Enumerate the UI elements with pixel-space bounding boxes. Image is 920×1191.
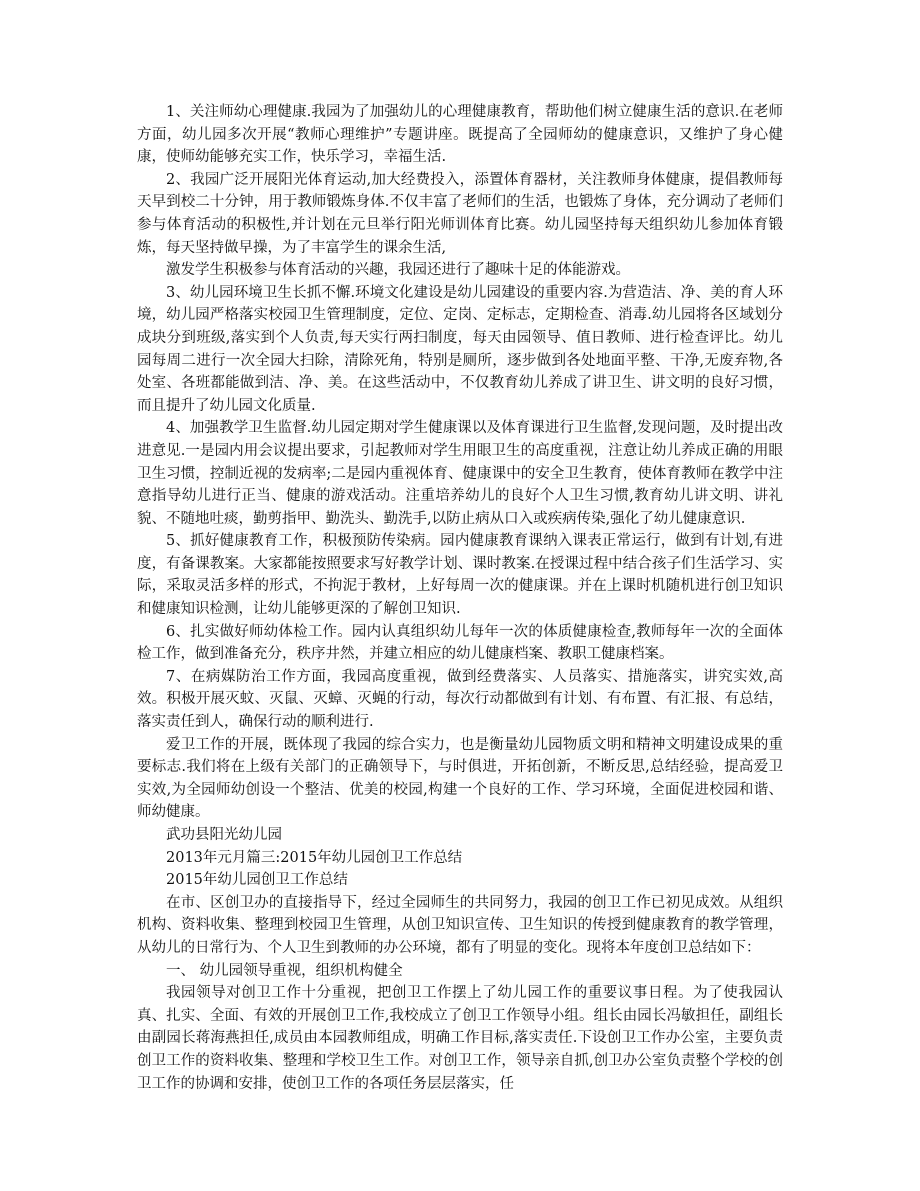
paragraph-7: 7、在病媒防治工作方面，我园高度重视，做到经费落实、人员落实、措施落实，讲究实效,高效。积极开展灭蚊、灭鼠、灭蟑、灭蝇的行动，每次行动都做到有计划、有布置、有汇报、有总结，落实责任到人，确保行动的顺利进行. <box>137 668 783 731</box>
paragraph-1: 1、关注师幼心理健康.我园为了加强幼儿的心理健康教育，帮助他们树立健康生活的意识.在老师方面，幼儿园多次开展“教师心理维护”专题讲座。既提高了全园师幼的健康意识，又维护了身心健康，使师幼能够充实工作，快乐学习，幸福生活. <box>137 104 783 166</box>
paragraph-6: 6、扎实做好师幼体检工作。园内认真组织幼儿每年一次的体质健康检查,教师每年一次的全面体检工作，做到准备充分，秩序井然，并建立相应的幼儿健康档案、教职工健康档案。 <box>137 623 783 663</box>
signature: 武功县阳光幼儿园 <box>166 827 282 843</box>
intro-paragraph: 在市、区创卫办的直接指导下，经过全园师生的共同努力，我园的创卫工作已初见成效。从组织机构、资料收集、整理到校园卫生管理，从创卫知识宣传、卫生知识的传授到健康教育的教学管理，从幼儿的日常行为、个人卫生到教师的办公环境，都有了明显的变化。现将本年度创卫总结如下： <box>137 894 783 956</box>
document-body <box>137 101 783 1095</box>
paragraph-2-continued: 激发学生积极参与体育活动的兴趣，我园还进行了趣味十足的体能游戏。 <box>166 262 630 279</box>
paragraph-conclusion: 爱卫工作的开展，既体现了我园的综合实力，也是衡量幼儿园物质文明和精神文明建设成果的重要标志.我们将在上级有关部门的正确领导下，与时俱进，开拓创新，不断反思,总结经验，提高爱卫实效,为全园师幼创设一个整洁、优美的校园,构建一个良好的工作、学习环境，全面促进校园和谐、师幼健康。 <box>137 736 783 821</box>
date-line: 2013年元月篇三:2015年幼儿园创卫工作总结 <box>166 849 463 866</box>
section-1-body: 我园领导对创卫工作十分重视，把创卫工作摆上了幼儿园工作的重要议事日程。为了使我园认真、扎实、全面、有效的开展创卫工作,我校成立了创卫工作领导小组。组长由园长冯敏担任，副组长由副园长蒋海燕担任,成员由本园教师组成，明确工作目标,落实责任.下设创卫工作办公室，主要负责创卫工作的资料收集、整理和学校卫生工作。对创卫工作，领导亲自抓,创卫办公室负责整个学校的创卫工作的协调和安排，使创卫工作的各项任务层层落实，任 <box>137 985 783 1092</box>
paragraph-3: 3、幼儿园环境卫生长抓不懈.环境文化建设是幼儿园建设的重要内容.为营造洁、净、美的育人环境，幼儿园严格落实校园卫生管理制度，定位、定岗、定标志，定期检查、消毒.幼儿园将各区域划分成块分到班级,落实到个人负责,每天实行两扫制度，每天由园领导、值日教师、进行检查评比。幼儿园每周二进行一次全园大扫除，清除死角，特别是厕所，逐步做到各处地面平整、干净,无废弃物,各处室、各班都能做到洁、净、美。在这些活动中，不仅教育幼儿养成了讲卫生、讲文明的良好习惯，而且提升了幼儿园文化质量. <box>137 284 783 414</box>
paragraph-5: 5、抓好健康教育工作，积极预防传染病。园内健康教育课纳入课表正常运行，做到有计划,有进度，有备课教案。大家都能按照要求写好教学计划、课时教案.在授课过程中结合孩子们生活学习、实际，采取灵活多样的形式，不拘泥于教材，上好每周一次的健康课。并在上课时机随机进行创卫知识和健康知识检测，让幼儿能够更深的了解创卫知识. <box>137 533 783 618</box>
paragraph-4: 4、加强教学卫生监督.幼儿园定期对学生健康课以及体育课进行卫生监督,发现问题，及时提出改进意见.一是园内用会议提出要求，引起教师对学生用眼卫生的高度重视，注意让幼儿养成正确的用眼卫生习惯，控制近视的发病率;二是园内重视体育、健康课中的安全卫生教育，使体育教师在教学中注意指导幼儿进行正当、健康的游戏活动。注重培养幼儿的良好个人卫生习惯,教育幼儿讲文明、讲礼貌、不随地吐痰，勤剪指甲、勤洗头、勤洗手,以防止病从口入或疾病传染,强化了幼儿健康意识. <box>137 420 783 527</box>
paragraph-2: 2、我园广泛开展阳光体育运动,加大经费投入，添置体育器材，关注教师身体健康，提倡教师每天早到校二十分钟，用于教师锻炼身体.不仅丰富了老师们的生活，也锻炼了身体，充分调动了老师们参与体育活动的积极性,并计划在元旦举行阳光师训体育比赛。幼儿园坚持每天组织幼儿参加体育锻炼，每天坚持做早操，为了丰富学生的课余生活, <box>137 171 783 256</box>
section-1-heading: 一、 幼儿园领导重视，组织机构健全 <box>166 962 403 979</box>
second-title: 2015年幼儿园创卫工作总结 <box>166 872 348 889</box>
